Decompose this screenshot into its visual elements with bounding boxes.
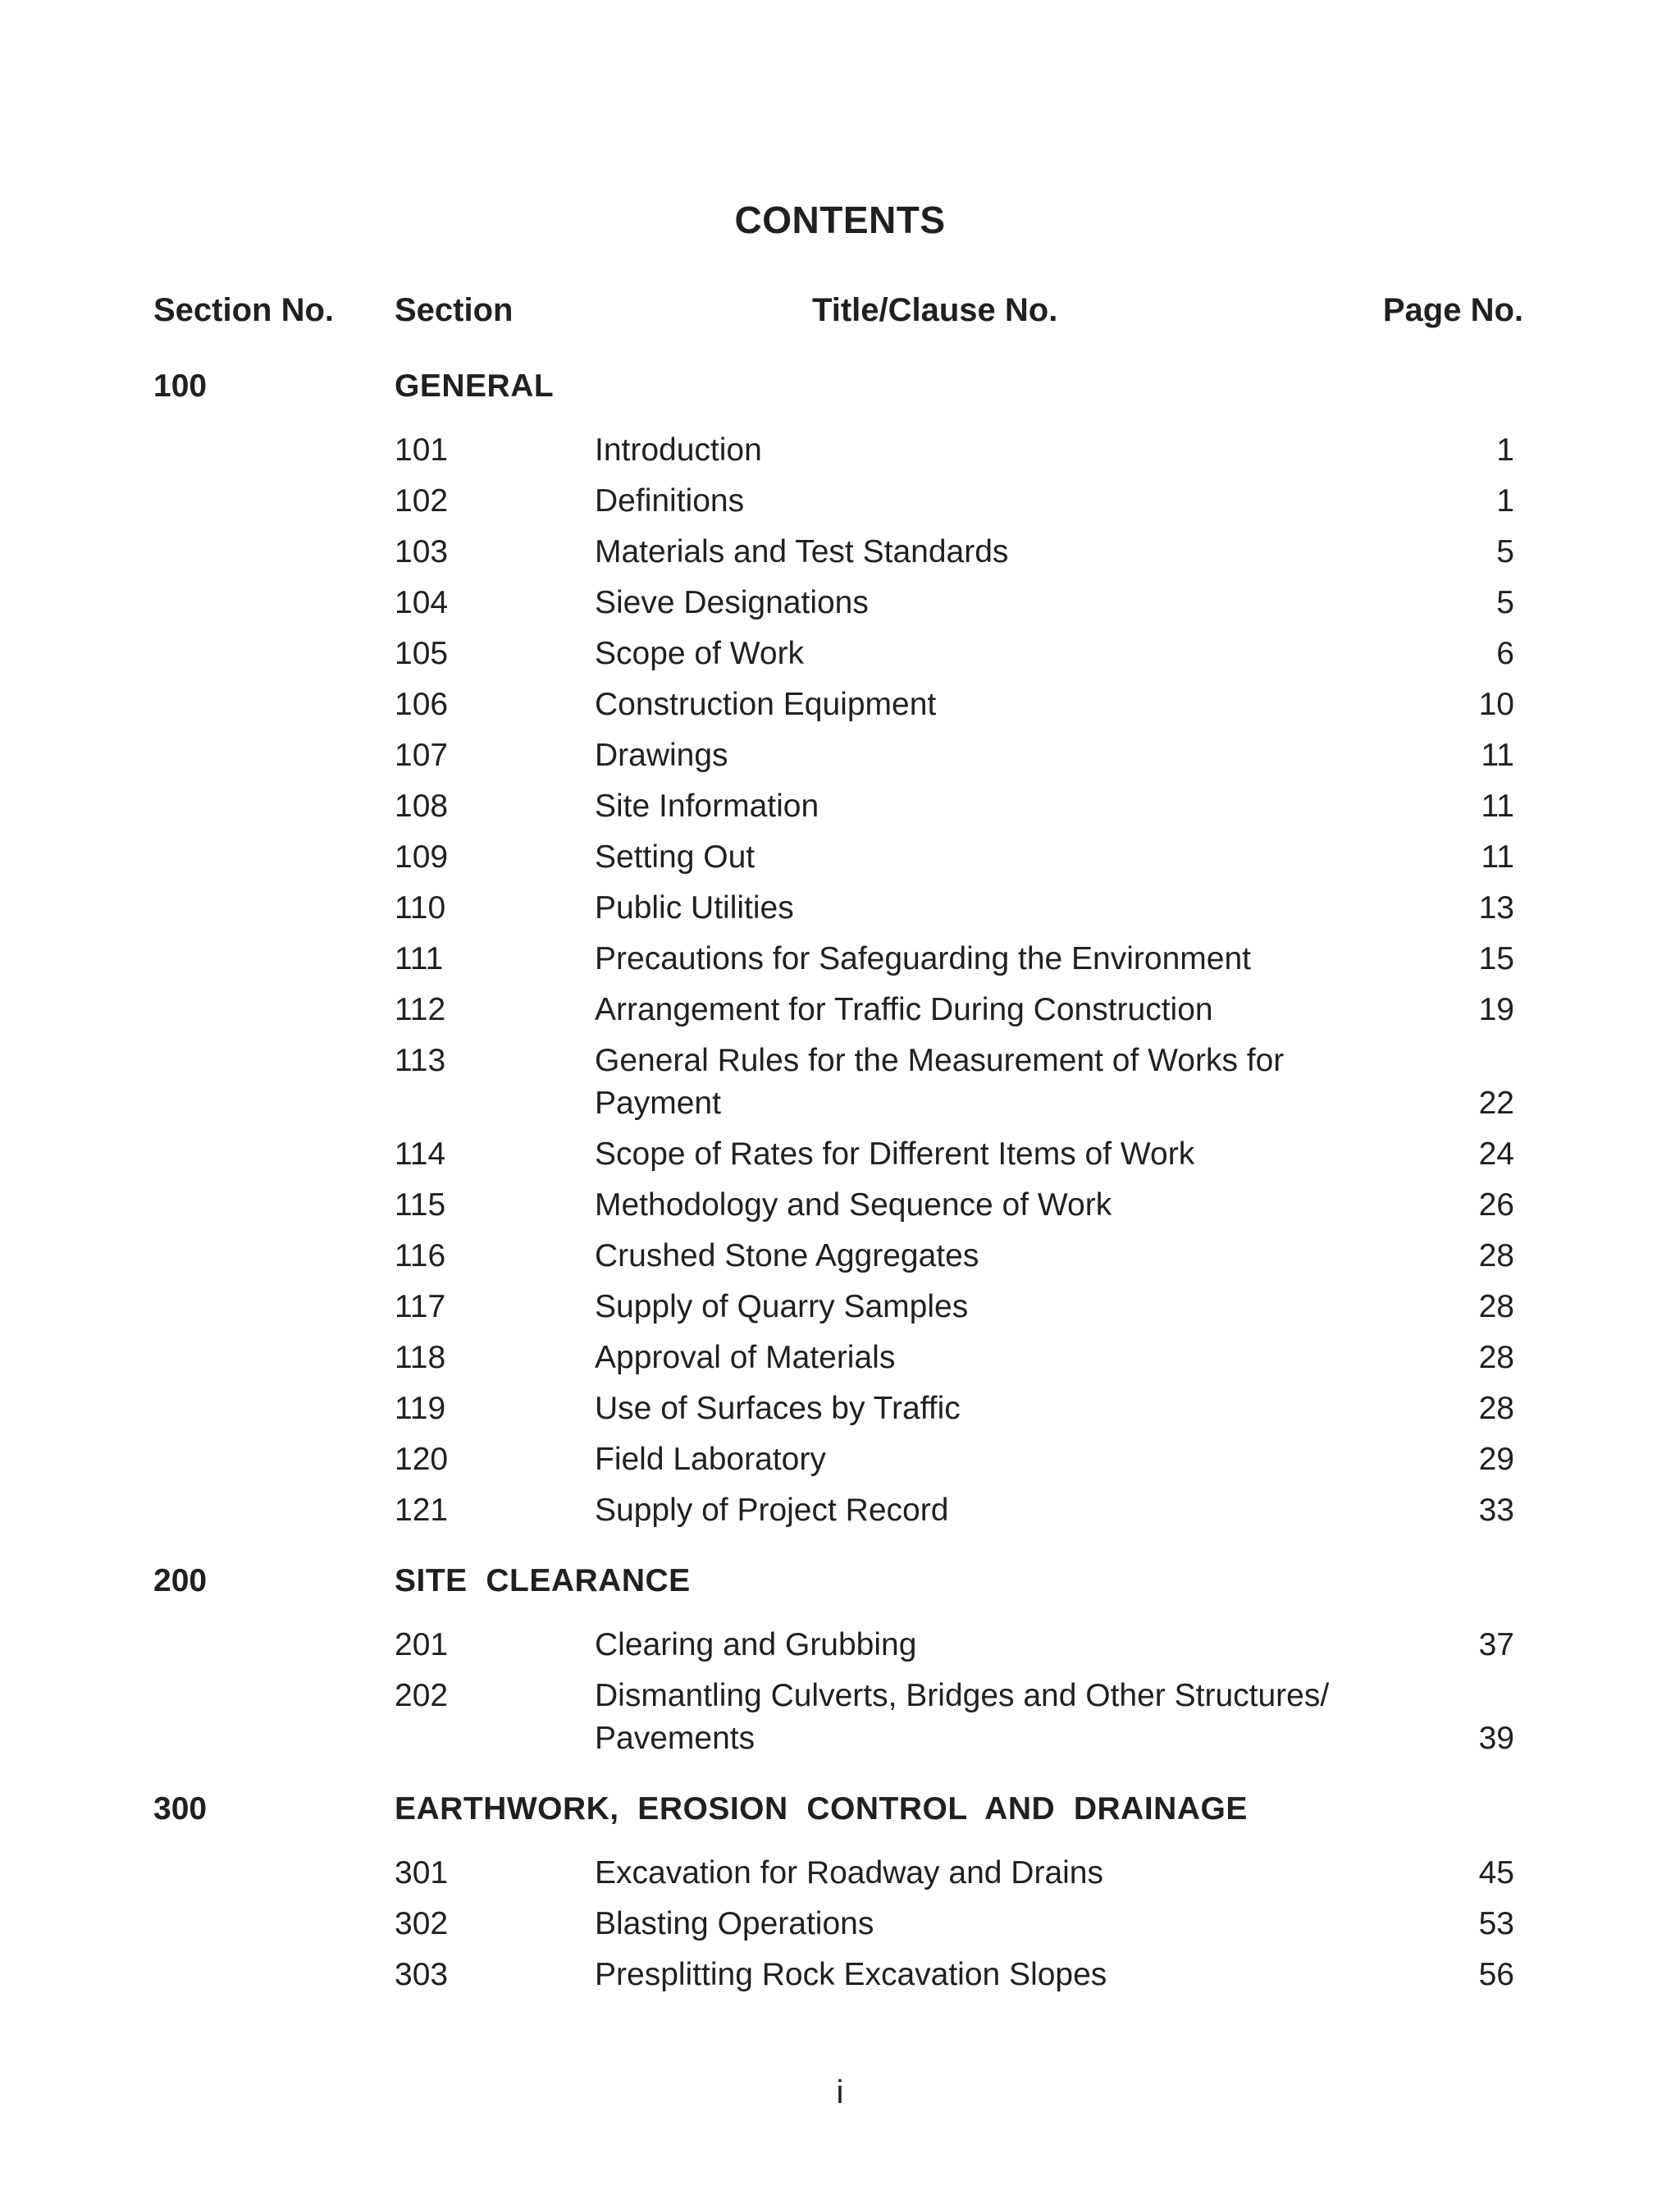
clause-number: 106: [395, 687, 449, 722]
clause-title: [595, 425, 1399, 476]
clause-title: [595, 1333, 1399, 1383]
clause-title-line: Presplitting Rock Excavation Slopes: [595, 1957, 1107, 1992]
clause-title-line: Definitions: [595, 483, 745, 519]
clause-page-number: 22: [1478, 1086, 1514, 1121]
clause-row: [0, 679, 1680, 730]
header-section: Section: [395, 292, 514, 328]
clause-row: [0, 883, 1680, 934]
clause-page-number: 11: [1481, 839, 1514, 875]
clause-number: 115: [395, 1187, 446, 1223]
clause-title-line: Precautions for Safeguarding the Environment: [595, 941, 1251, 976]
clause-row: [0, 425, 1680, 476]
clause-title: [595, 1950, 1399, 2000]
clause-number: 102: [395, 483, 449, 519]
column-headers: [0, 287, 1680, 333]
clause-title-line: Pavements: [595, 1721, 756, 1756]
clause-row: [0, 934, 1680, 985]
clause-page-number: 56: [1478, 1957, 1514, 1992]
clause-page-number: 53: [1478, 1906, 1514, 1941]
section-name: GENERAL: [395, 368, 555, 404]
clause-page-number: 5: [1496, 534, 1514, 569]
clause-page-number: 37: [1478, 1627, 1514, 1662]
clause-page-number: 29: [1478, 1442, 1514, 1477]
clause-row: [0, 1434, 1680, 1485]
clause-number: 105: [395, 636, 449, 671]
clause-number: 118: [395, 1340, 446, 1375]
section-heading: [0, 1556, 1680, 1607]
clause-title-line: Scope of Work: [595, 636, 805, 671]
clause-row: [0, 1383, 1680, 1434]
clause-row: [0, 781, 1680, 832]
clause-title: [595, 679, 1399, 730]
clause-row: [0, 1485, 1680, 1536]
clause-title: [595, 1129, 1399, 1180]
clause-number: 114: [395, 1136, 446, 1172]
clause-number: 116: [395, 1238, 446, 1273]
clause-title: [595, 1848, 1399, 1899]
clause-number: 202: [395, 1678, 449, 1713]
clause-title-line: Setting Out: [595, 839, 756, 875]
clause-page-number: 11: [1481, 789, 1514, 824]
clause-page-number: 33: [1478, 1493, 1514, 1528]
clause-row: [0, 1282, 1680, 1333]
page-number: i: [836, 2074, 844, 2110]
section-heading: [0, 361, 1680, 412]
clause-row: [0, 730, 1680, 781]
clause-page-number: 15: [1478, 941, 1514, 976]
clause-row: [0, 1950, 1680, 2000]
clause-number: 110: [395, 890, 446, 926]
clause-row: [0, 1848, 1680, 1899]
clause-title-line: Approval of Materials: [595, 1340, 896, 1375]
clause-title: [595, 1036, 1399, 1129]
clause-title-line: Public Utilities: [595, 890, 794, 926]
clause-row: [0, 832, 1680, 883]
page-title: CONTENTS: [734, 199, 946, 241]
clause-number: 120: [395, 1442, 449, 1477]
section-spacer: [0, 1764, 1680, 1784]
clause-number: 121: [395, 1493, 449, 1528]
clause-title-line: Arrangement for Traffic During Construction: [595, 992, 1213, 1027]
clause-title-line: Payment: [595, 1086, 721, 1121]
clause-row: [0, 578, 1680, 629]
clause-title: [595, 1485, 1399, 1536]
clause-title: [595, 578, 1399, 629]
clause-page-number: 19: [1478, 992, 1514, 1027]
clause-title: [595, 1231, 1399, 1282]
clause-title-line: Use of Surfaces by Traffic: [595, 1391, 961, 1426]
clause-page-number: 11: [1481, 738, 1514, 773]
clause-title: [595, 1620, 1399, 1671]
clause-title-line: Supply of Project Record: [595, 1493, 949, 1528]
clause-number: 107: [395, 738, 449, 773]
clause-title: [595, 1383, 1399, 1434]
clause-title: [595, 629, 1399, 679]
clause-page-number: 5: [1496, 585, 1514, 620]
clause-title: [595, 985, 1399, 1036]
section-number: 200: [153, 1563, 208, 1598]
clause-page-number: 6: [1496, 636, 1514, 671]
clause-title: [595, 883, 1399, 934]
clause-number: 113: [395, 1043, 446, 1078]
clause-page-number: 26: [1478, 1187, 1514, 1223]
clause-title-line: Excavation for Roadway and Drains: [595, 1855, 1103, 1891]
clause-row: [0, 629, 1680, 679]
section-block: [0, 1784, 1680, 2000]
clause-page-number: 13: [1478, 890, 1514, 926]
clause-title: [595, 1434, 1399, 1485]
section-block: [0, 361, 1680, 1536]
clause-row: [0, 1620, 1680, 1671]
clause-page-number: 28: [1478, 1289, 1514, 1324]
header-section-no: Section No.: [153, 292, 335, 328]
contents-list: [0, 361, 1680, 2000]
clause-number: 117: [395, 1289, 446, 1324]
clause-row: [0, 1180, 1680, 1231]
section-block: [0, 1556, 1680, 1764]
clause-number: 109: [395, 839, 449, 875]
clause-title: [595, 730, 1399, 781]
clause-number: 103: [395, 534, 449, 569]
clause-row: [0, 1231, 1680, 1282]
section-name: SITE CLEARANCE: [395, 1563, 691, 1598]
clause-page-number: 24: [1478, 1136, 1514, 1172]
clause-title: [595, 1180, 1399, 1231]
clause-title: [595, 1671, 1399, 1764]
section-name: EARTHWORK, EROSION CONTROL AND DRAINAGE: [395, 1791, 1248, 1827]
clause-title-line: Dismantling Culverts, Bridges and Other Structures/: [595, 1678, 1330, 1713]
clause-title-line: Blasting Operations: [595, 1906, 874, 1941]
clause-number: 112: [395, 992, 446, 1027]
clause-title-line: Materials and Test Standards: [595, 534, 1009, 569]
clause-row: [0, 476, 1680, 527]
clause-title: [595, 832, 1399, 883]
clause-row: [0, 1899, 1680, 1950]
clause-number: 301: [395, 1855, 449, 1891]
clause-row: [0, 1129, 1680, 1180]
clause-page-number: 1: [1496, 483, 1514, 519]
clause-title-line: Sieve Designations: [595, 585, 869, 620]
clause-title: [595, 1282, 1399, 1333]
clause-title-line: Field Laboratory: [595, 1442, 826, 1477]
clause-number: 303: [395, 1957, 449, 1992]
clause-page-number: 10: [1478, 687, 1514, 722]
clause-number: 101: [395, 432, 449, 468]
clause-title: [595, 781, 1399, 832]
clause-title: [595, 476, 1399, 527]
header-title-clause: Title/Clause No.: [812, 292, 1058, 328]
clause-page-number: 28: [1478, 1238, 1514, 1273]
clause-title-line: Drawings: [595, 738, 728, 773]
clause-page-number: 28: [1478, 1340, 1514, 1375]
section-spacer: [0, 1536, 1680, 1556]
clause-row: [0, 985, 1680, 1036]
section-number: 300: [153, 1791, 208, 1827]
clause-title-line: Methodology and Sequence of Work: [595, 1187, 1112, 1223]
clause-title: [595, 527, 1399, 578]
clause-row: [0, 1671, 1680, 1764]
clause-page-number: 39: [1478, 1721, 1514, 1756]
clause-title-line: Introduction: [595, 432, 762, 468]
section-number: 100: [153, 368, 208, 404]
clause-row: [0, 1333, 1680, 1383]
clause-number: 201: [395, 1627, 449, 1662]
clause-title-line: Construction Equipment: [595, 687, 937, 722]
clause-title-line: General Rules for the Measurement of Works for: [595, 1043, 1285, 1078]
clause-title-line: Site Information: [595, 789, 819, 824]
header-page-no: Page No.: [1382, 292, 1523, 328]
clause-page-number: 1: [1496, 432, 1514, 468]
clause-title-line: Supply of Quarry Samples: [595, 1289, 969, 1324]
clause-title-line: Scope of Rates for Different Items of Work: [595, 1136, 1195, 1172]
clause-number: 119: [395, 1391, 446, 1426]
clause-number: 302: [395, 1906, 449, 1941]
clause-row: [0, 527, 1680, 578]
clause-title: [595, 934, 1399, 985]
section-heading: [0, 1784, 1680, 1835]
clause-number: 108: [395, 789, 449, 824]
clause-row: [0, 1036, 1680, 1129]
clause-title-line: Clearing and Grubbing: [595, 1627, 917, 1662]
clause-number: 111: [395, 941, 444, 976]
clause-page-number: 28: [1478, 1391, 1514, 1426]
clause-title-line: Crushed Stone Aggregates: [595, 1238, 979, 1273]
clause-page-number: 45: [1478, 1855, 1514, 1891]
clause-title: [595, 1899, 1399, 1950]
clause-number: 104: [395, 585, 449, 620]
